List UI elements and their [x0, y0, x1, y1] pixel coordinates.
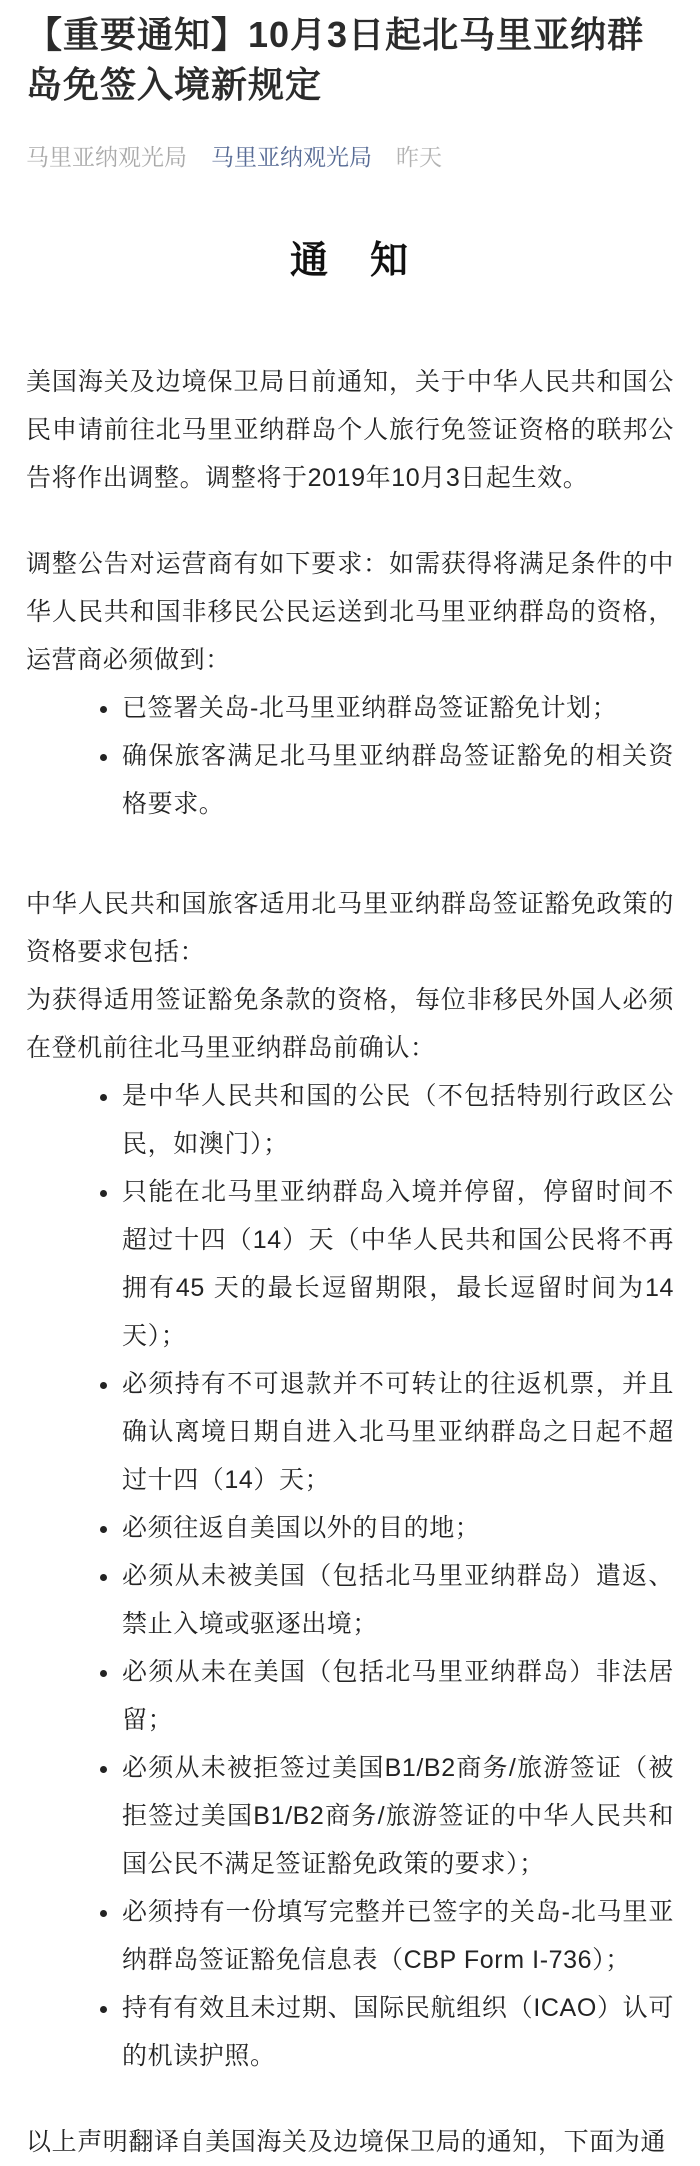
- author-name: 马里亚纳观光局: [26, 144, 187, 170]
- official-account-link[interactable]: 马里亚纳观光局: [211, 144, 372, 170]
- list-item: • 必须持有不可退款并不可转让的往返机票，并且确认离境日期自进入北马里亚纳群岛之日起不超过十四（14）天；: [120, 1360, 674, 1504]
- paragraph-carrier-intro: 调整公告对运营商有如下要求：如需获得将满足条件的中华人民共和国非移民公民运送到北马里亚纳群岛的资格，运营商必须做到：: [26, 550, 674, 674]
- article-body: [26, 234, 674, 2166]
- article-content: [0, 10, 700, 2166]
- list-item: • 只能在北马里亚纳群岛入境并停留，停留时间不超过十四（14）天（中华人民共和国公民将不再拥有45 天的最长逗留期限，最长逗留时间为14 天）；: [120, 1168, 674, 1360]
- notice-heading: 通 知: [289, 240, 410, 282]
- paragraph-closing: 以上声明翻译自美国海关及边境保卫局的通知，下面为通: [26, 2128, 667, 2156]
- list-item: • 必须往返自美国以外的目的地；: [120, 1504, 674, 1552]
- article-page: [0, 10, 700, 2156]
- publish-date: 昨天: [396, 144, 442, 170]
- list-item: • 必须从未在美国（包括北马里亚纳群岛）非法居留；: [120, 1648, 674, 1744]
- article-title: 【重要通知】10月3日起北马里亚纳群岛免签入境新规定: [26, 14, 645, 105]
- list-item: • 必须持有一份填写完整并已签字的关岛-北马里亚纳群岛签证豁免信息表（CBP Form I-736）；: [120, 1888, 674, 1984]
- byline: [26, 142, 674, 172]
- list-item: • 是中华人民共和国的公民（不包括特别行政区公民，如澳门）；: [120, 1072, 674, 1168]
- list-item: • 必须从未被美国（包括北马里亚纳群岛）遣返、禁止入境或驱逐出境；: [120, 1552, 674, 1648]
- carrier-requirements-list: [26, 684, 674, 828]
- paragraph-confirmation-intro: 为获得适用签证豁免条款的资格，每位非移民外国人必须在登机前往北马里亚纳群岛前确认：: [26, 986, 674, 1062]
- paragraph-announcement: 美国海关及边境保卫局日前通知，关于中华人民共和国公民申请前往北马里亚纳群岛个人旅行免签证资格的联邦公告将作出调整。调整将于2019年10月3日起生效。: [26, 368, 674, 492]
- list-item: • 确保旅客满足北马里亚纳群岛签证豁免的相关资格要求。: [120, 732, 674, 828]
- list-item: • 必须从未被拒签过美国B1/B2商务/旅游签证（被拒签过美国B1/B2商务/旅游签证的中华人民共和国公民不满足签证豁免政策的要求）；: [120, 1744, 674, 1888]
- paragraph-eligibility-intro: 中华人民共和国旅客适用北马里亚纳群岛签证豁免政策的资格要求包括：: [26, 890, 674, 966]
- list-item: • 持有有效且未过期、国际民航组织（ICAO）认可的机读护照。: [120, 1984, 674, 2080]
- traveler-requirements-list: [26, 1072, 674, 2080]
- list-item: • 已签署关岛-北马里亚纳群岛签证豁免计划；: [120, 684, 674, 732]
